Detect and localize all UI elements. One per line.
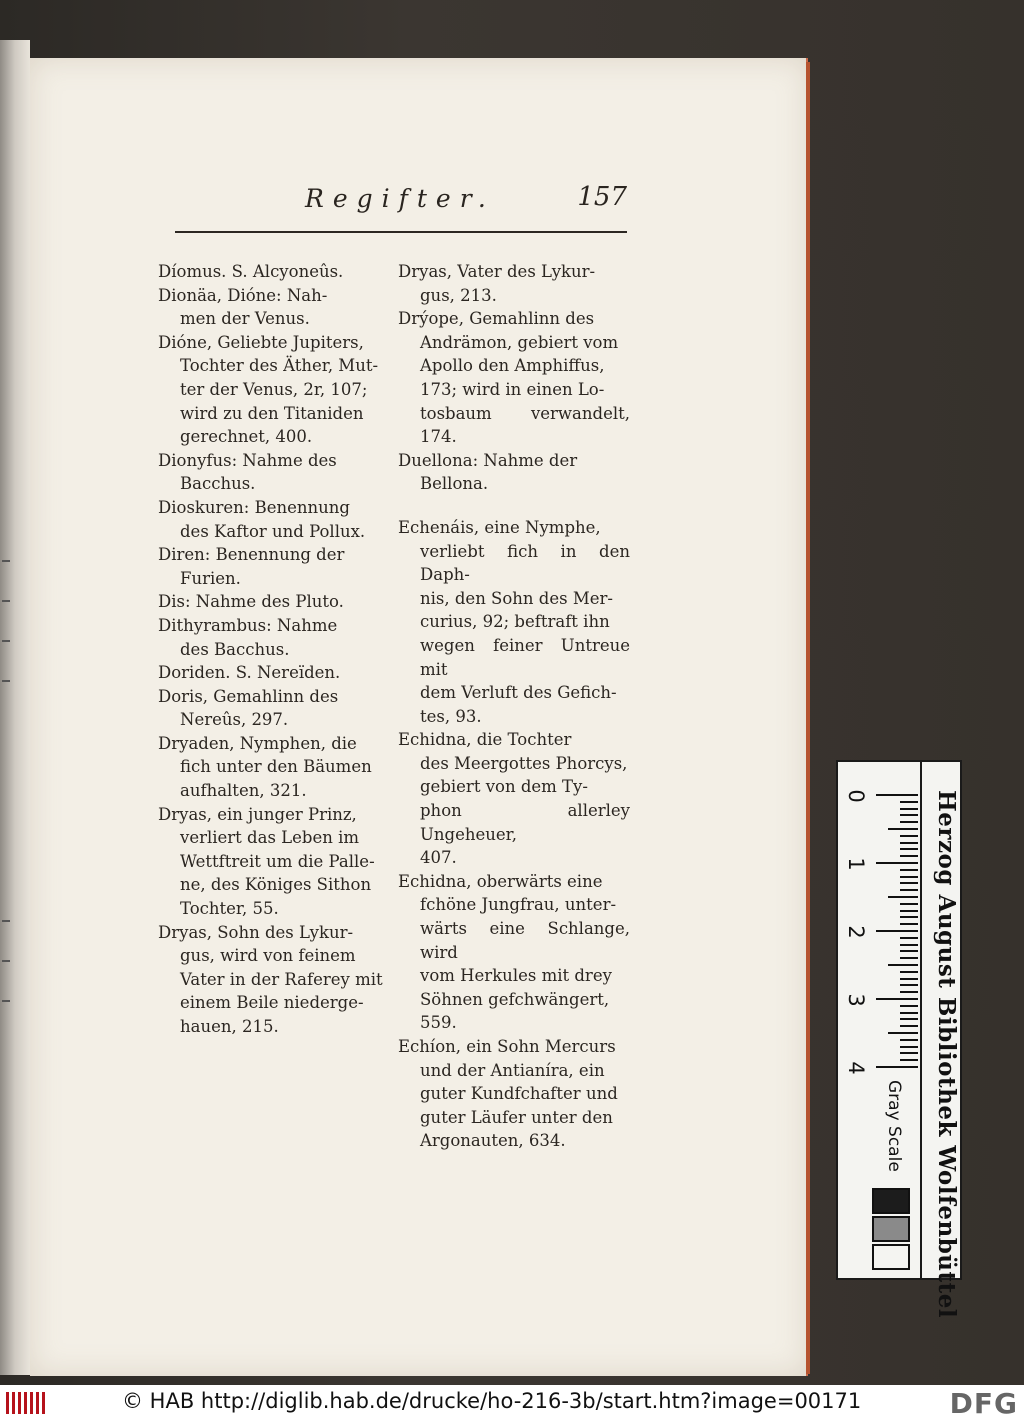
index-entry-line: Vater in der Raferey mit: [180, 969, 383, 989]
index-entry-line: Drýope, Gemahlinn des: [398, 309, 595, 329]
index-entry-line: Echidna, oberwärts eine: [398, 871, 603, 891]
index-entry-line: verliebt fich in den Daph-: [420, 541, 630, 585]
index-entry: [398, 728, 630, 870]
index-entry-line: Andrämon, gebiert vom: [420, 332, 619, 352]
index-entry-line: gebiert von dem Ty-: [420, 777, 588, 797]
ruler-tick: [888, 964, 918, 966]
index-entry: [158, 732, 390, 803]
ruler-tick: [900, 1012, 918, 1014]
index-entry-line: Dryas, Sohn des Lykur-: [158, 922, 354, 942]
source-link[interactable]: © HAB http://diglib.hab.de/drucke/ho-216-3b/start.htm?image=00171: [122, 1389, 862, 1413]
index-entry-line: 407.: [420, 848, 457, 868]
ruler-tick: [900, 950, 918, 952]
index-entry-line: Echíon, ein Sohn Mercurs: [398, 1037, 616, 1056]
index-entry: [158, 590, 390, 614]
index-entry-line: Doriden. S. Nereïden.: [158, 663, 341, 683]
index-entry-line: dem Verluft des Gefich-: [420, 683, 617, 703]
footer-bar: [0, 1385, 1024, 1421]
ruler-tick: [900, 923, 918, 925]
index-entry-line: tosbaum verwandelt, 174.: [420, 403, 630, 447]
index-entry: [158, 260, 390, 284]
index-entry-line: 173; wird in einen Lo-: [420, 379, 605, 399]
index-entry-line: des Meergottes Phorcys,: [420, 753, 628, 773]
index-entry: [398, 1035, 630, 1153]
ruler-tick: [900, 937, 918, 939]
ruler-number: 1: [844, 857, 868, 871]
index-entry: [158, 685, 390, 732]
library-brand: Herzog August Bibliothek Wolfenbüttel: [933, 790, 960, 1319]
hab-logo-icon: [6, 1392, 46, 1414]
ruler-tick: [900, 957, 918, 959]
index-entry-line: Tochter, 55.: [180, 899, 279, 919]
ruler-tick: [900, 814, 918, 816]
ruler-tick: [900, 835, 918, 837]
index-entry-line: Dionyfus: Nahme des: [158, 450, 337, 470]
index-entry-line: guter Kundfchafter und: [420, 1084, 618, 1104]
ruler-tick: [900, 869, 918, 871]
index-entry: [158, 803, 390, 921]
index-entry-line: wegen feiner Untreue mit: [420, 635, 630, 679]
ruler-tick: [888, 828, 918, 830]
dfg-logo: DFG: [949, 1387, 1018, 1420]
running-header: [175, 180, 627, 216]
index-entry-line: Bellona.: [420, 474, 489, 494]
index-entry-line: wird zu den Titaniden: [180, 403, 364, 423]
index-entry: [158, 449, 390, 496]
index-entry: [158, 614, 390, 661]
page-title: Regifter.: [305, 184, 495, 213]
index-entry-line: ne, des Königes Sithon: [180, 875, 372, 895]
index-entry-line: Dióne, Geliebte Jupiters,: [158, 332, 364, 352]
index-entry-line: Wettftreit um die Palle-: [180, 851, 375, 871]
index-entry: [398, 516, 630, 728]
ruler-tick: [900, 842, 918, 844]
index-entry-line: einem Beile niederge-: [180, 993, 364, 1013]
index-entry-line: Argonauten, 634.: [420, 1131, 566, 1151]
index-entry-line: tes, 93.: [420, 706, 482, 726]
ruler-number: 0: [844, 789, 868, 803]
index-entry-line: Echenáis, eine Nymphe,: [398, 517, 601, 537]
index-entry-line: Nereûs, 297.: [180, 710, 289, 730]
ruler-tick: [900, 1039, 918, 1041]
index-entry-line: Dithyrambus: Nahme: [158, 615, 338, 635]
ruler-tick: [900, 801, 918, 803]
index-entry-line: fich unter den Bäumen: [180, 757, 372, 777]
index-entry-line: Bacchus.: [180, 474, 256, 494]
gray-swatch: [872, 1188, 910, 1214]
index-entry-line: Apollo den Amphiffus,: [420, 356, 605, 376]
gray-swatch: [872, 1244, 910, 1270]
ruler-tick: [900, 882, 918, 884]
index-entry-line: und der Antianíra, ein: [420, 1060, 605, 1080]
index-entry: [398, 260, 630, 307]
index-entry: [158, 921, 390, 1039]
index-entry: [398, 449, 630, 496]
index-entry: [398, 307, 630, 449]
ruler-tick: [900, 978, 918, 980]
ruler-tick: [876, 930, 918, 932]
ruler-tick: [900, 1052, 918, 1054]
index-entry: [158, 331, 390, 449]
index-entry: [398, 870, 630, 1035]
previous-page-edge: [0, 40, 30, 1375]
index-entry-line: gus, 213.: [420, 285, 497, 305]
ruler-tick: [888, 1032, 918, 1034]
index-entry-line: nis, den Sohn des Mer-: [420, 588, 613, 608]
ruler-tick: [900, 1059, 918, 1061]
ruler-tick: [876, 862, 918, 864]
page-number: 157: [577, 182, 627, 212]
gray-swatch: [872, 1216, 910, 1242]
ruler-tick: [900, 855, 918, 857]
ruler-tick: [900, 876, 918, 878]
ruler-tick: [900, 984, 918, 986]
ruler-tick: [900, 821, 918, 823]
ruler-tick: [900, 916, 918, 918]
index-entry-line: 559.: [420, 1013, 457, 1033]
ruler-tick: [888, 896, 918, 898]
ruler-tick: [900, 991, 918, 993]
index-entry-line: Tochter des Äther, Mut-: [180, 356, 379, 376]
ruler-tick: [900, 808, 918, 810]
ruler-number: 3: [844, 993, 868, 1007]
index-entry-line: Dryas, ein junger Prinz,: [158, 804, 357, 824]
ruler-number: 2: [844, 925, 868, 939]
index-entry-line: Diren: Benennung der: [158, 545, 345, 565]
ruler-tick: [876, 998, 918, 1000]
ruler-tick: [900, 889, 918, 891]
ruler-tick: [876, 1066, 918, 1068]
index-column-right: [398, 260, 630, 1153]
index-entry-line: des Bacchus.: [180, 639, 290, 659]
ruler-divider: [920, 762, 922, 1278]
index-entry-line: des Kaftor und Pollux.: [180, 521, 366, 541]
header-rule: [175, 231, 627, 233]
ruler-number: 4: [844, 1061, 868, 1075]
index-entry-line: Söhnen gefchwängert,: [420, 989, 610, 1009]
page-edge-red: [806, 62, 810, 1374]
index-entry-line: Dryaden, Nymphen, die: [158, 733, 357, 753]
index-entry-line: Dryas, Vater des Lykur-: [398, 262, 596, 281]
ruler-tick: [900, 1005, 918, 1007]
index-entry-line: fchöne Jungfrau, unter-: [420, 895, 617, 915]
index-entry-line: Duellona: Nahme der: [398, 450, 578, 470]
ruler-tick: [900, 1018, 918, 1020]
index-entry: [158, 543, 390, 590]
index-entry-line: curius, 92; beftraft ihn: [420, 612, 610, 632]
index-entry: [158, 496, 390, 543]
color-ruler-card: [836, 760, 962, 1319]
index-entry-line: Dionäa, Dióne: Nah-: [158, 285, 328, 305]
ruler-tick: [876, 794, 918, 796]
index-entry-line: Doris, Gemahlinn des: [158, 686, 339, 706]
index-entry-line: Furien.: [180, 568, 241, 588]
ruler-tick: [900, 903, 918, 905]
ruler-tick: [900, 910, 918, 912]
ruler-tick: [900, 848, 918, 850]
ruler-tick: [900, 944, 918, 946]
index-entry-line: gerechnet, 400.: [180, 427, 313, 447]
index-entry-line: Dioskuren: Benennung: [158, 497, 350, 517]
index-entry-line: vom Herkules mit drey: [420, 966, 612, 986]
index-entry: [158, 661, 390, 685]
index-entry-line: Echidna, die Tochter: [398, 730, 572, 750]
index-entry-line: Díomus. S. Alcyoneûs.: [158, 262, 344, 281]
index-entry-line: Dis: Nahme des Pluto.: [158, 592, 344, 612]
gray-scale-label: Gray Scale: [884, 1080, 904, 1172]
index-entry-line: phon allerley Ungeheuer,: [420, 801, 630, 844]
index-entry-line: wärts eine Schlange, wird: [420, 919, 630, 962]
index-entry-line: aufhalten, 321.: [180, 781, 307, 801]
ruler-tick: [900, 971, 918, 973]
index-entry: [158, 284, 390, 331]
index-entry-line: ter der Venus, 2r, 107;: [180, 379, 368, 399]
ruler-tick: [900, 1046, 918, 1048]
index-entry-line: guter Läufer unter den: [420, 1107, 613, 1127]
index-entry-line: hauen, 215.: [180, 1017, 279, 1036]
section-gap: [398, 496, 630, 516]
index-column-left: [158, 260, 390, 1039]
index-entry-line: verliert das Leben im: [180, 828, 360, 848]
ruler-tick: [900, 1025, 918, 1027]
index-entry-line: gus, wird von feinem: [180, 946, 356, 966]
index-entry-line: men der Venus.: [180, 309, 310, 329]
